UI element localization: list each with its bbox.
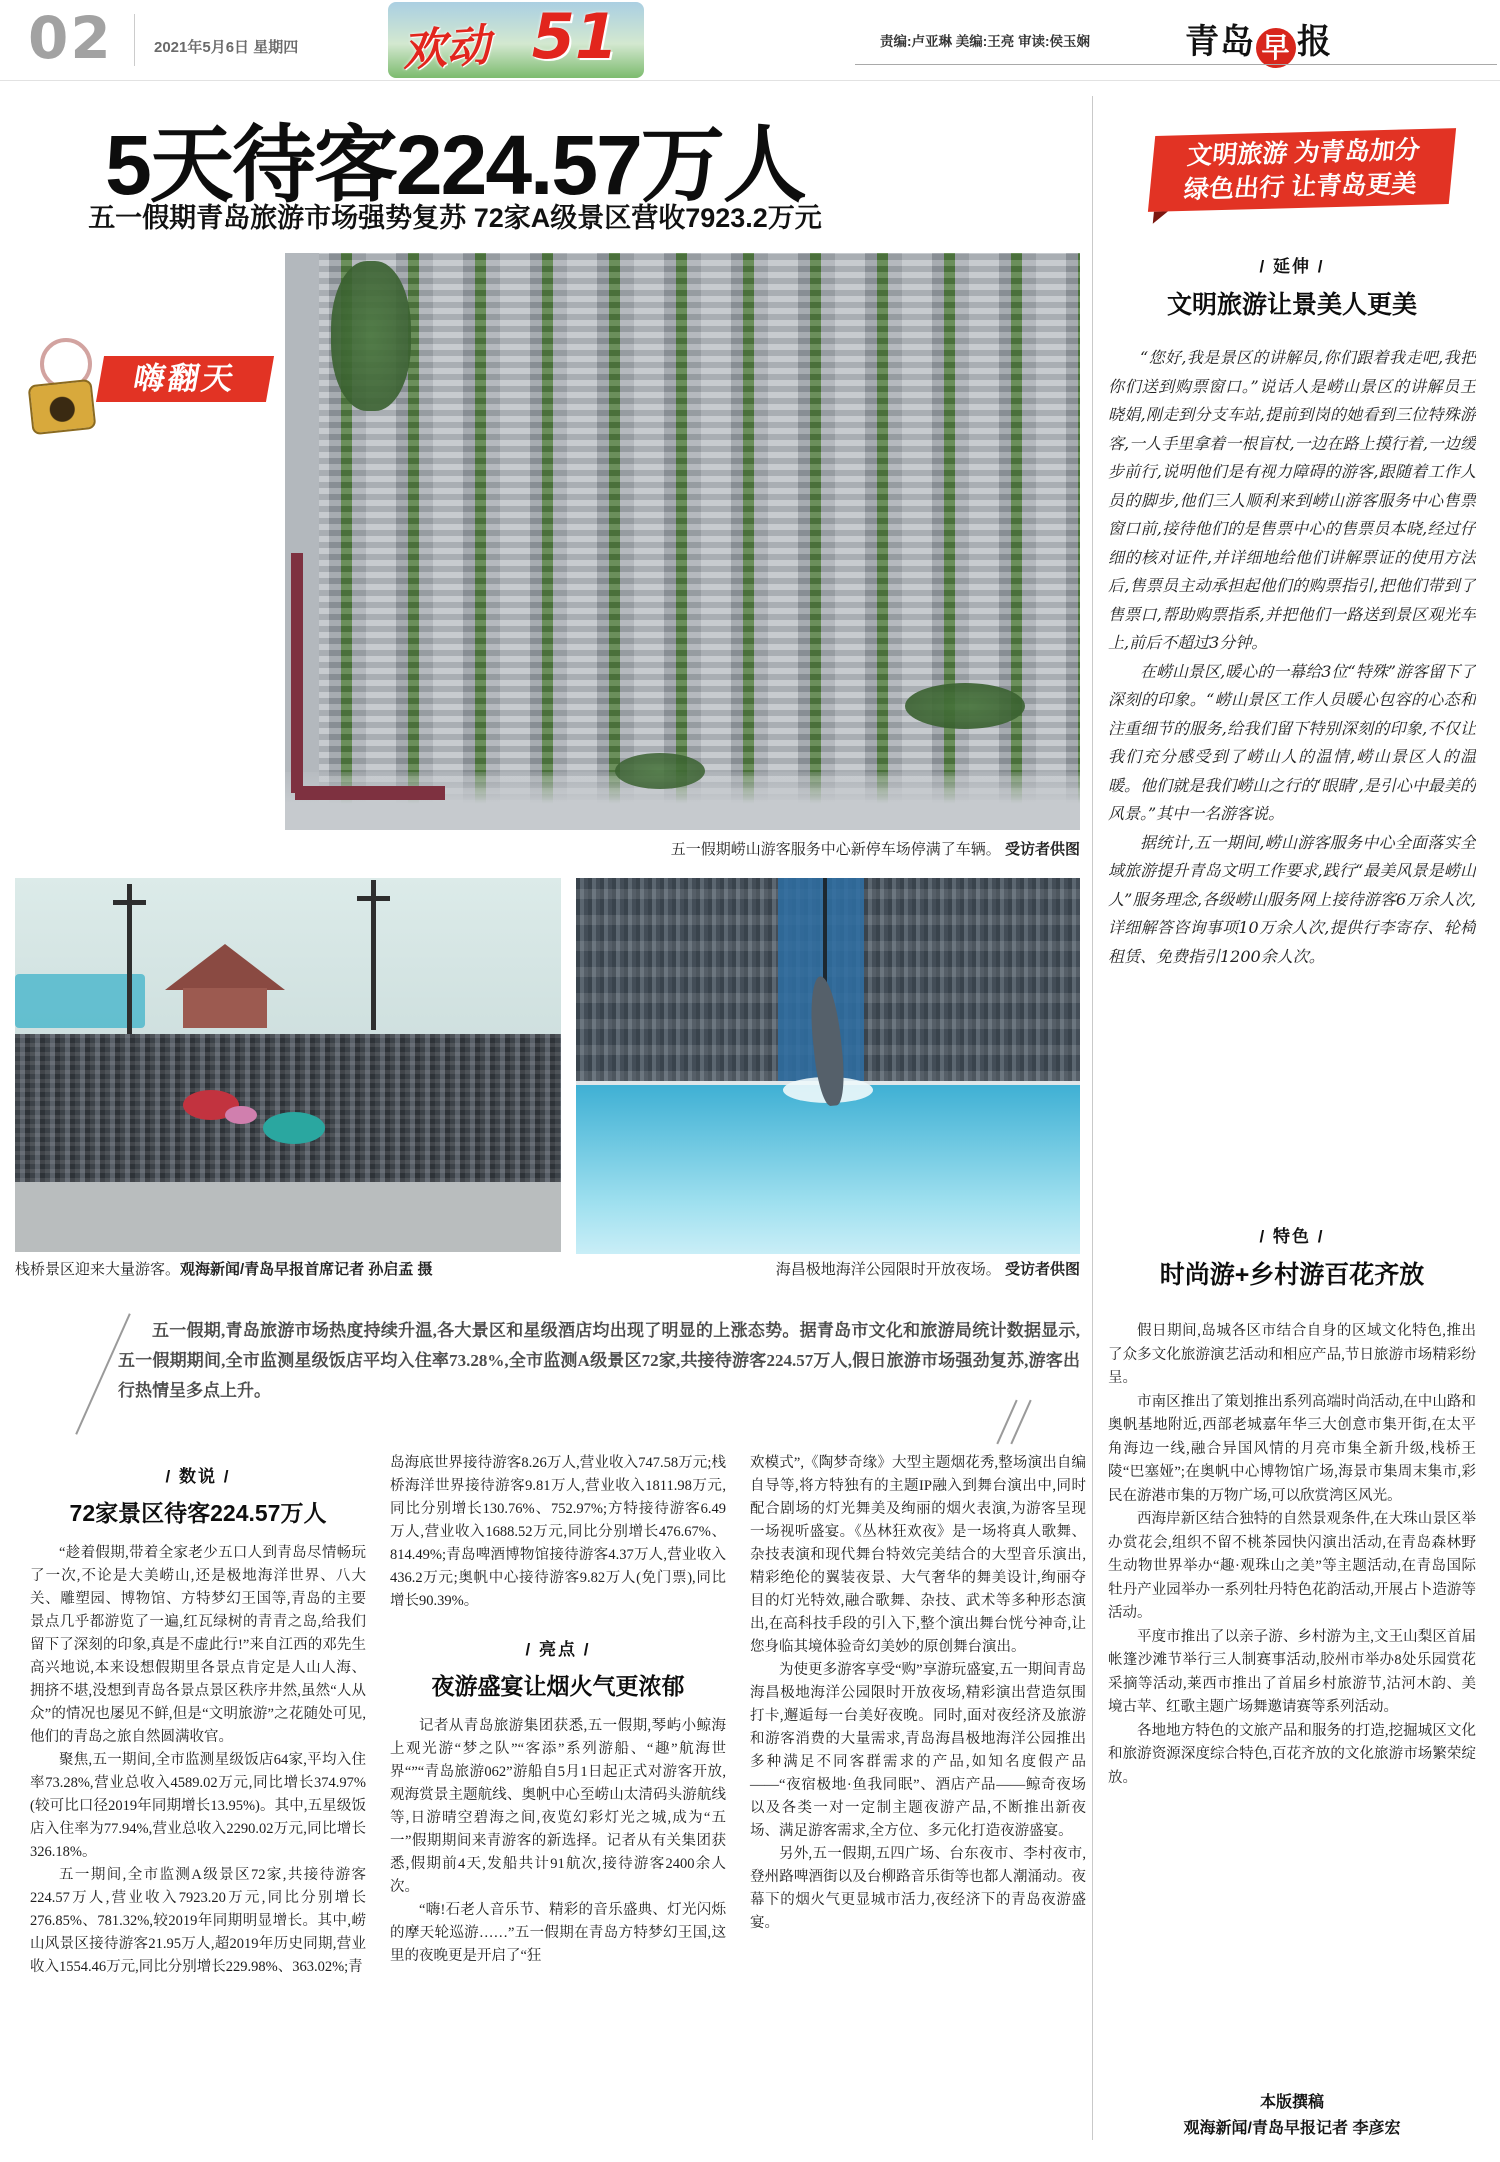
banner-line2: 绿色出行 让青岛更美: [1182, 169, 1419, 205]
crowd-shape: [15, 1034, 561, 1182]
body-paragraph: 聚焦,五一期间,全市监测星级饭店64家,平均入住率73.28%,营业总收入4589.02万元,同比增长374.97%(较可比口径2019年同期增长13.95%)。其中,五星级饭店入住率为77.94%,营业总收入2290.02万元,同比增长326.18%。: [30, 1752, 366, 1860]
tree-grove-shape: [905, 683, 1025, 729]
sidebar-divider: [1092, 96, 1093, 2140]
holiday-logo-number: 51: [531, 2, 618, 73]
section-tag: / 亮点 /: [525, 1640, 591, 1659]
section-title: 夜游盛宴让烟火气更浓郁: [431, 1673, 685, 1699]
column-badge-banner: 嗨翻天: [96, 356, 274, 402]
header-divider: [134, 14, 135, 66]
sidebar-paragraph: 各地地方特色的文旅产品和服务的打造,挖掘城区文化和旅游资源深度综合特色,百花齐放的文化旅游市场繁荣绽放。: [1108, 1722, 1476, 1786]
sidebar-section-feature: [1108, 1222, 1476, 1291]
holiday-51-logo: [388, 2, 644, 78]
sidebar-feature-body: [1108, 1320, 1476, 2076]
pool-shape: [576, 1085, 1080, 1254]
page-byline: [1108, 2090, 1476, 2142]
body-paragraph: 欢模式”,《陶梦奇缘》大型主题烟花秀,整场演出自编自导等,将方特独有的主题IP融入到舞台演出中,同时配合剧场的灯光舞美及绚丽的烟火表演,为游客呈现一场视听盛宴。《丛林狂欢夜》是一场将真人歌舞、杂技表演和现代舞台特效完美结合的大型音乐演出,精彩绝伦的翼装夜景、大气奢华的舞美设计,绚丽夺目的灯光特效,融合歌舞、杂技、武术等多种形态演出,在高科技手段的引入下,整个演出舞台恍兮神奇,让您身临其境体验奇幻美妙的原创舞台演出。: [750, 1455, 1086, 1655]
masthead-logo: [1185, 14, 1332, 68]
body-paragraph: 岛海底世界接待游客8.26万人,营业收入747.58万元;栈桥海洋世界接待游客9.81万人,营业收入1811.98万元,同比分别增长130.76%、752.97%;方特接待游客6.49万人,营业收入1688.52万元,同比分别增长476.67%、814.49%;青岛啤酒博物馆接待游客4.37万人,营业收入436.2万元;奥帆中心接待游客9.82万人(免门票),同比增长90.39%。: [390, 1455, 726, 1609]
sidebar-paragraph: 市南区推出了策划推出系列高端时尚活动,在中山路和奥帆基地附近,西部老城嘉年华三大创意市集开街,在太平角海边一线,融合异国风情的月亮市集全新升级,栈桥王陵“巴塞娅”;在奥帆中心博物馆广场,海景市集周末集市,彩民在游港市集的万物广场,可以欣赏湾区风光。: [1108, 1393, 1476, 1504]
section-tag: / 数说 /: [165, 1467, 231, 1486]
article-column-1: [30, 1452, 366, 2162]
caption-credit: 观海新闻/青岛早报首席记者 孙启孟 摄: [180, 1261, 433, 1278]
issue-date: 2021年5月6日 星期四: [154, 39, 299, 56]
section-title: 72家景区待客224.57万人: [69, 1500, 327, 1526]
section-title: 文明旅游让景美人更美: [1166, 291, 1417, 319]
tree-grove-shape: [331, 261, 411, 411]
section-tag: / 延伸 /: [1259, 257, 1325, 276]
sidebar-paragraph: 据统计,五一期间,崂山游客服务中心全面落实全域旅游提升青岛文明工作要求,践行“最美风景是崂山人”服务理念,各级崂山服务网上接待游客6万余人次,详细解答咨询事项10万余人次,提供行李寄存、轮椅租赁、免费指引1200余人次。: [1108, 832, 1476, 966]
caption-credit: 受访者供图: [1004, 841, 1080, 858]
masthead-part1: 青岛: [1185, 23, 1255, 61]
seal-ornament-icon: [28, 379, 97, 435]
pavement-shape: [15, 1182, 561, 1252]
left-photo-caption: [15, 1258, 561, 1279]
sidebar-paragraph: “您好,我是景区的讲解员,你们跟着我走吧,我把你们送到购票窗口。”说话人是崂山景区的讲解员王晓娟,刚走到分支车站,提前到岗的她看到三位特殊游客,一人手里拿着一根盲杖,一边在路上摸行着,一边缓步前行,说明他们是有视力障碍的游客,跟随着工作人员的脚步,他们三人顺利来到崂山游客服务中心售票窗口前,接待他们的是售票中心的售票员本晓,经过仔细的核对证件,并详细地给他们讲解票证的使用方法后,售票员主动承担起他们的购票指引,把他们带到了售票口,帮助购票指系,并把他们一路送到景区观光车上,前后不超过3分钟。: [1108, 348, 1476, 652]
pier-crowd-photo: [15, 878, 561, 1252]
holiday-logo-script: 欢动: [400, 20, 492, 76]
byline-reporter: 观海新闻/青岛早报记者 李彦宏: [1183, 2120, 1401, 2137]
street-lamp-shape: [127, 884, 132, 1034]
sidebar-extend-body: [1108, 344, 1476, 1192]
sub-headline: 五一假期青岛旅游市场强势复苏 72家A级景区营收7923.2万元: [88, 203, 822, 233]
parking-lot-aerial-photo: [285, 253, 1080, 830]
sidebar-paragraph: 在崂山景区,暖心的一幕给3位“特殊”游客留下了深刻的印象。“崂山景区工作人员暖心包容的心态和注重细节的服务,给我们留下特别深刻的印象,不仅让我们充分感受到了崂山人的温情,崂山景区人的温暖。他们就是我们崂山之行的‘眼睛’,是引心中最美的风景。”其中一名游客说。: [1108, 661, 1476, 823]
umbrella-shape: [263, 1112, 325, 1144]
article-columns: [30, 1452, 1086, 2162]
page-number: 02: [28, 4, 113, 72]
header-rule: [0, 80, 1500, 81]
street-lamp-shape: [371, 880, 376, 1030]
body-paragraph: 为使更多游客享受“购”享游玩盛宴,五一期间青岛海昌极地海洋公园限时开放夜场,精彩演出营造氛围打卡,邂逅每一台美好夜晚。同时,面对夜经济及旅游和游客消费的大量需求,青岛海昌极地海洋公园推出多种满足不同客群需求的产品,如知名度假产品——“夜宿极地·鱼我同眠”、酒店产品——鲸奇夜场以及各类一对一定制主题夜游产品,不断推出新夜场、满足游客需求,全方位、多元化打造夜游盛宴。: [750, 1662, 1086, 1839]
byline-label: 本版撰稿: [1259, 2094, 1324, 2111]
sidebar-paragraph: 西海岸新区结合独特的自然景观条件,在大珠山景区举办赏花会,组织不留不桃茶园快闪演出活动,在青岛森林野生动物世界举办“趣·观珠山之美”等主题活动,在青岛国际牡丹产业园举办一系列牡丹特色花韵活动,开展占卜造游等活动。: [1108, 1511, 1476, 1621]
article-column-3: [750, 1452, 1086, 2162]
section-head-highlight: [390, 1635, 726, 1701]
right-photo-caption: [576, 1258, 1080, 1279]
masthead-circle-icon: 早: [1256, 28, 1296, 68]
section-tag: / 特色 /: [1259, 1227, 1325, 1246]
section-head-stats: [30, 1462, 366, 1528]
caption-text: 栈桥景区迎来大量游客。: [15, 1261, 181, 1278]
flowerbed-shape: [291, 553, 303, 793]
banner-line1: 文明旅游 为青岛加分: [1185, 135, 1422, 171]
caption-text: 海昌极地海洋公园限时开放夜场。: [775, 1261, 1001, 1278]
masthead-rule: [855, 64, 1497, 65]
body-paragraph: “嗨!石老人音乐节、精彩的音乐盛典、灯光闪烁的摩天轮巡游……”五一假期在青岛方特梦幻王国,这里的夜晚更是开启了“狂: [390, 1902, 726, 1964]
caption-text: 五一假期崂山游客服务中心新停车场停满了车辆。: [670, 841, 1001, 858]
umbrella-shape: [225, 1106, 257, 1124]
civilized-tourism-banner: [1148, 128, 1456, 212]
sidebar-section-extend: [1108, 252, 1476, 321]
sea-shape: [15, 974, 145, 1028]
pavilion-base-shape: [183, 988, 267, 1028]
body-paragraph: “趁着假期,带着全家老少五口人到青岛尽情畅玩了一次,不论是大美崂山,还是极地海洋世界、八大关、雕塑园、博物馆、方特梦幻王国等,青岛的主要景点几乎都游览了一遍,红瓦绿树的青青之岛,给我们留下了深刻的印象,真是不虚此行!”来自江西的邓先生高兴地说,本来设想假期里各景点肯定是人山人海、拥挤不堪,没想到青岛各景点景区秩序井然,虽然“人从众”的情况也屡见不鲜,但是“文明旅游”之花随处可见,他们的青岛之旅自然圆满收官。: [30, 1545, 366, 1745]
flowerbed-shape: [295, 786, 445, 800]
masthead-part2: 报: [1297, 23, 1332, 61]
sidebar-paragraph: 假日期间,岛城各区市结合自身的区域文化特色,推出了众多文化旅游演艺活动和相应产品,节日旅游市场精彩纷呈。: [1108, 1323, 1476, 1386]
body-paragraph: 另外,五一假期,五四广场、台东夜市、李村夜市,登州路啤酒街以及台柳路音乐街等也都人潮涌动。夜幕下的烟火气更显城市活力,夜经济下的青岛夜游盛宴。: [750, 1846, 1086, 1931]
body-paragraph: 五一期间,全市监测A级景区72家,共接待游客224.57万人,营业收入7923.20万元,同比分别增长276.85%、781.32%,较2019年同期明显增长。其中,崂山风景区接待游客21.95万人,超2019年历史同期,营业收入1554.46万元,同比分别增长229.98%、363.02%;青: [30, 1867, 366, 1975]
body-paragraph: 记者从青岛旅游集团获悉,五一假期,琴屿小鲸海上观光游“梦之队”“客添”系列游船、“趣”航海世界“”“青岛旅游062”游船自5月1日起正式对游客开放,观海赏景主题航线、奥帆中心至崂山太清码头游航线等,日游晴空碧海之间,夜览幻彩灯光之城,成为“五一”假期期间来青游客的新选择。记者从有关集团获悉,假期前4天,发船共计91航次,接待游客2400余人次。: [390, 1718, 726, 1895]
dolphin-show-photo: [576, 878, 1080, 1254]
main-photo-caption: [285, 838, 1080, 859]
lede-paragraph: 五一假期,青岛旅游市场热度持续升温,各大景区和星级酒店均出现了明显的上涨态势。据青岛市文化和旅游局统计数据显示,五一假期期间,全市监测星级饭店平均入住率73.28%,全市监测A级景区72家,共接待游客224.57万人,假日旅游市场强劲复苏,游客出行热情呈多点上升。: [118, 1321, 1080, 1400]
sidebar-paragraph: 平度市推出了以亲子游、乡村游为主,文王山梨区首届帐篷沙滩节举行三人制赛事活动,胶州市举办8处乐园赏花采摘等活动,莱西市推出了首届乡村旅游节,沽河木韵、美境古苹、红歌主题广场舞邀请赛等系列活动。: [1108, 1628, 1476, 1715]
main-headline: 5天待客224.57万人: [105, 118, 805, 212]
editor-credits: 责编:卢亚琳 美编:王亮 审读:侯玉娴: [880, 34, 1090, 49]
section-title: 时尚游+乡村游百花齐放: [1159, 1261, 1425, 1289]
caption-credit: 受访者供图: [1004, 1261, 1080, 1278]
tree-grove-shape: [615, 753, 705, 789]
article-column-2: [390, 1452, 726, 2162]
